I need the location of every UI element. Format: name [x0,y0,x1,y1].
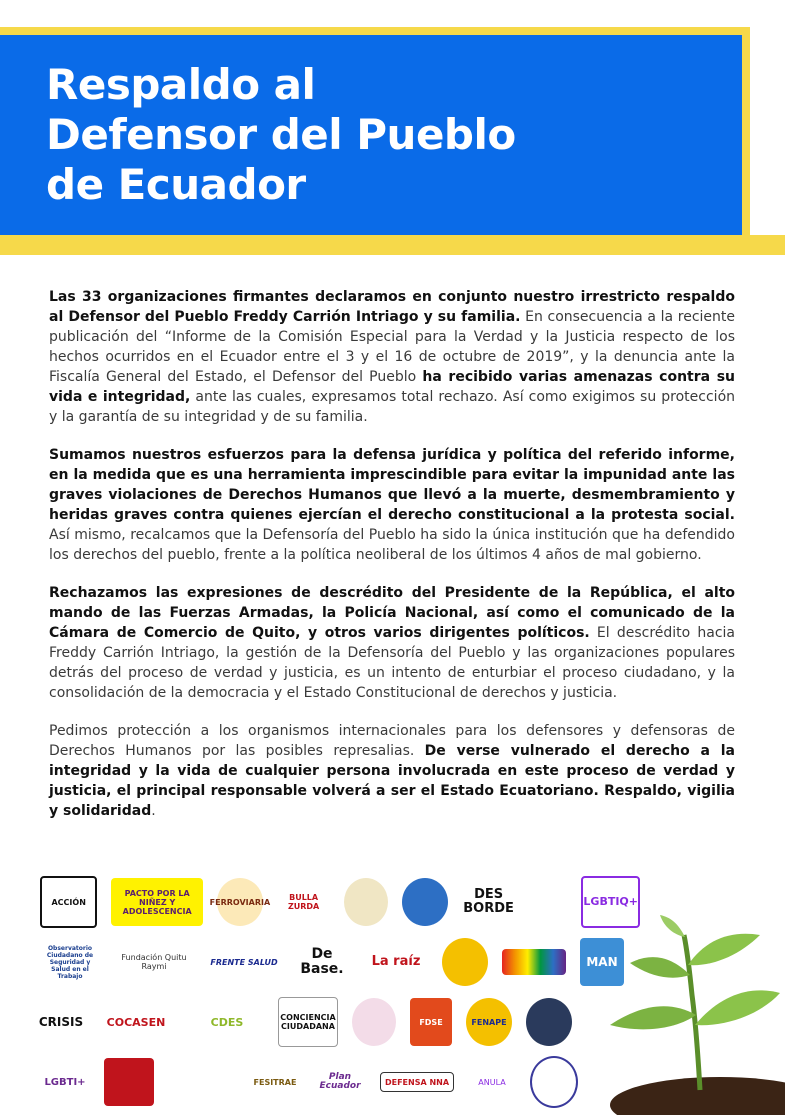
logo-desborde: DES BORDE [463,887,514,916]
logo-pacto-ninez: PACTO POR LA NIÑEZ Y ADOLESCENCIA [111,878,203,926]
logo-crest [530,1056,578,1108]
logo-ferroviaria: FERROVIARIA [217,878,263,926]
logo-fenape: FENAPE [466,998,512,1046]
logo-la-raiz: La raíz [371,954,421,969]
logo-portrait-circle [526,998,572,1046]
paragraph-4-text-1: Pedimos protección a los organismos internacionales para los defensores y defensoras de Derechos Humanos por las posibles represalias. [49,723,735,759]
paragraph-4-text-2: . [151,803,156,819]
paragraph-3-bold-1: Rechazamos las expresiones de descrédito del Presidente de la República, el alto mando de las Fuerzas Armadas, la Policía Nacional, así como el comunicado de la Cámara de Comercio de Quito, y otros varios dirigentes políticos. [49,585,735,641]
logo-row-1 [40,875,640,929]
logo-fundacion-quitu-raymi: Fundación Quitu Raymi [121,953,187,971]
logo-fesitrae: FESITRAE [253,1077,297,1087]
banner-frame-right [742,27,750,235]
logo-row-2 [40,935,640,989]
logo-conciencia-ciudadana: CONCIENCIA CIUDADANA [278,997,338,1047]
paragraph-2-text-1: Así mismo, recalcamos que la Defensoría del Pueblo ha sido la única institución que ha defendido los derechos del pueblo, frente a la política neoliberal de los últimos 4 años de mal gobierno. [49,527,735,563]
logo-pink-circle [352,998,396,1046]
banner-frame-bottom [0,235,785,255]
logo-row-4 [40,1055,640,1109]
title-line-2: Defensor del Pueblo [46,110,516,159]
logo-de-base: De Base. [300,946,344,977]
logo-crisis: CRISIS [38,1014,84,1029]
logo-federacion [168,1058,236,1106]
paragraph-1 [49,287,735,427]
logo-lgbti: LGBTI+ [44,1076,86,1088]
page-title [46,60,516,210]
paragraph-2 [49,445,735,565]
paragraph-1-text-2: ante las cuales, expresamos total rechazo. Así como exigimos su protección y la garantía de su integridad y de su familia. [49,389,736,425]
logo-accion: ACCIÓN [40,876,97,928]
paragraph-1-text-1: En consecuencia a la reciente publicación del “Informe de la Comisión Especial para la Verdad y la Justicia respecto de los hechos ocurridos en el Ecuador entre el 3 y el 16 de octubre de 2019”, y la denuncia ante la Fiscalía General del Estado, el Defensor del Pueblo [49,309,735,385]
statement-body [49,287,735,839]
title-line-3: de Ecuador [46,160,306,209]
logo-orange-organization [344,878,388,926]
logo-cdes: CDES [210,1015,244,1029]
logo-bulla-zurda: BULLA ZURDA [287,893,320,911]
logo-mujer-diversa [529,878,567,926]
logo-cocasen: COCASEN [106,1015,166,1029]
paragraph-1-bold-2: ha recibido varias amenazas contra su vida e integridad, [49,369,736,405]
logo-lgbtiq: LGBTIQ+ [581,876,640,928]
seedling-icon [600,915,785,1111]
logo-frente-salud: FRENTE SALUD [210,957,278,967]
paragraph-4-bold-1: De verse vulnerado el derecho a la integridad y la vida de cualquier persona involucrada en este proceso de verdad y justicia, el principal responsable volverá a ser el Estado Ecuatoriano. Respaldo, vigilia y solidaridad [49,743,735,819]
paragraph-1-bold-1: Las 33 organizaciones firmantes declaramos en conjunto nuestro irrestricto respaldo al Defensor del Pueblo Freddy Carrión Intriago y su familia. [49,289,735,325]
logo-man: MAN [580,938,624,986]
logo-rainbow [502,949,566,975]
logo-defensa-nna: DEFENSA NNA [380,1072,454,1092]
logo-observatorio-ciudadano: Observatorio Ciudadano de Seguridad y Salud en el Trabajo [46,944,94,980]
banner-frame-top [0,27,750,35]
paragraph-3 [49,583,735,703]
logo-fdse: FDSE [410,998,452,1046]
paragraph-3-text-1: El descrédito hacia Freddy Carrión Intriago, la gestión de la Defensoría del Pueblo y las organizaciones populares detrás del proceso de verdad y justicia, es un intento de enturbiar el proceso ciudadano, y la consolidación de la democracia y el Estado Constitucional de derechos y justicia. [49,625,736,701]
signatory-logos [40,875,640,1115]
logo-anula: ANULA [478,1077,506,1087]
logo-frente-unidad [402,878,448,926]
logo-red-square [104,1058,154,1106]
paragraph-4 [49,721,735,821]
paragraph-2-bold-1: Sumamos nuestros esfuerzos para la defensa jurídica y política del referido informe, en la medida que es una herramienta imprescindible para evitar la impunidad ante las graves violaciones de Derechos Humanos que llevó a la muerte, desmembramiento y heridas graves contra quienes ejercían el derecho constitucional a la protesta social. [49,447,735,523]
logo-plan-ecuador: Plan Ecuador [319,1072,361,1091]
logo-yellow-circle [442,938,488,986]
logo-row-3 [40,995,640,1049]
title-line-1: Respaldo al [46,60,316,109]
